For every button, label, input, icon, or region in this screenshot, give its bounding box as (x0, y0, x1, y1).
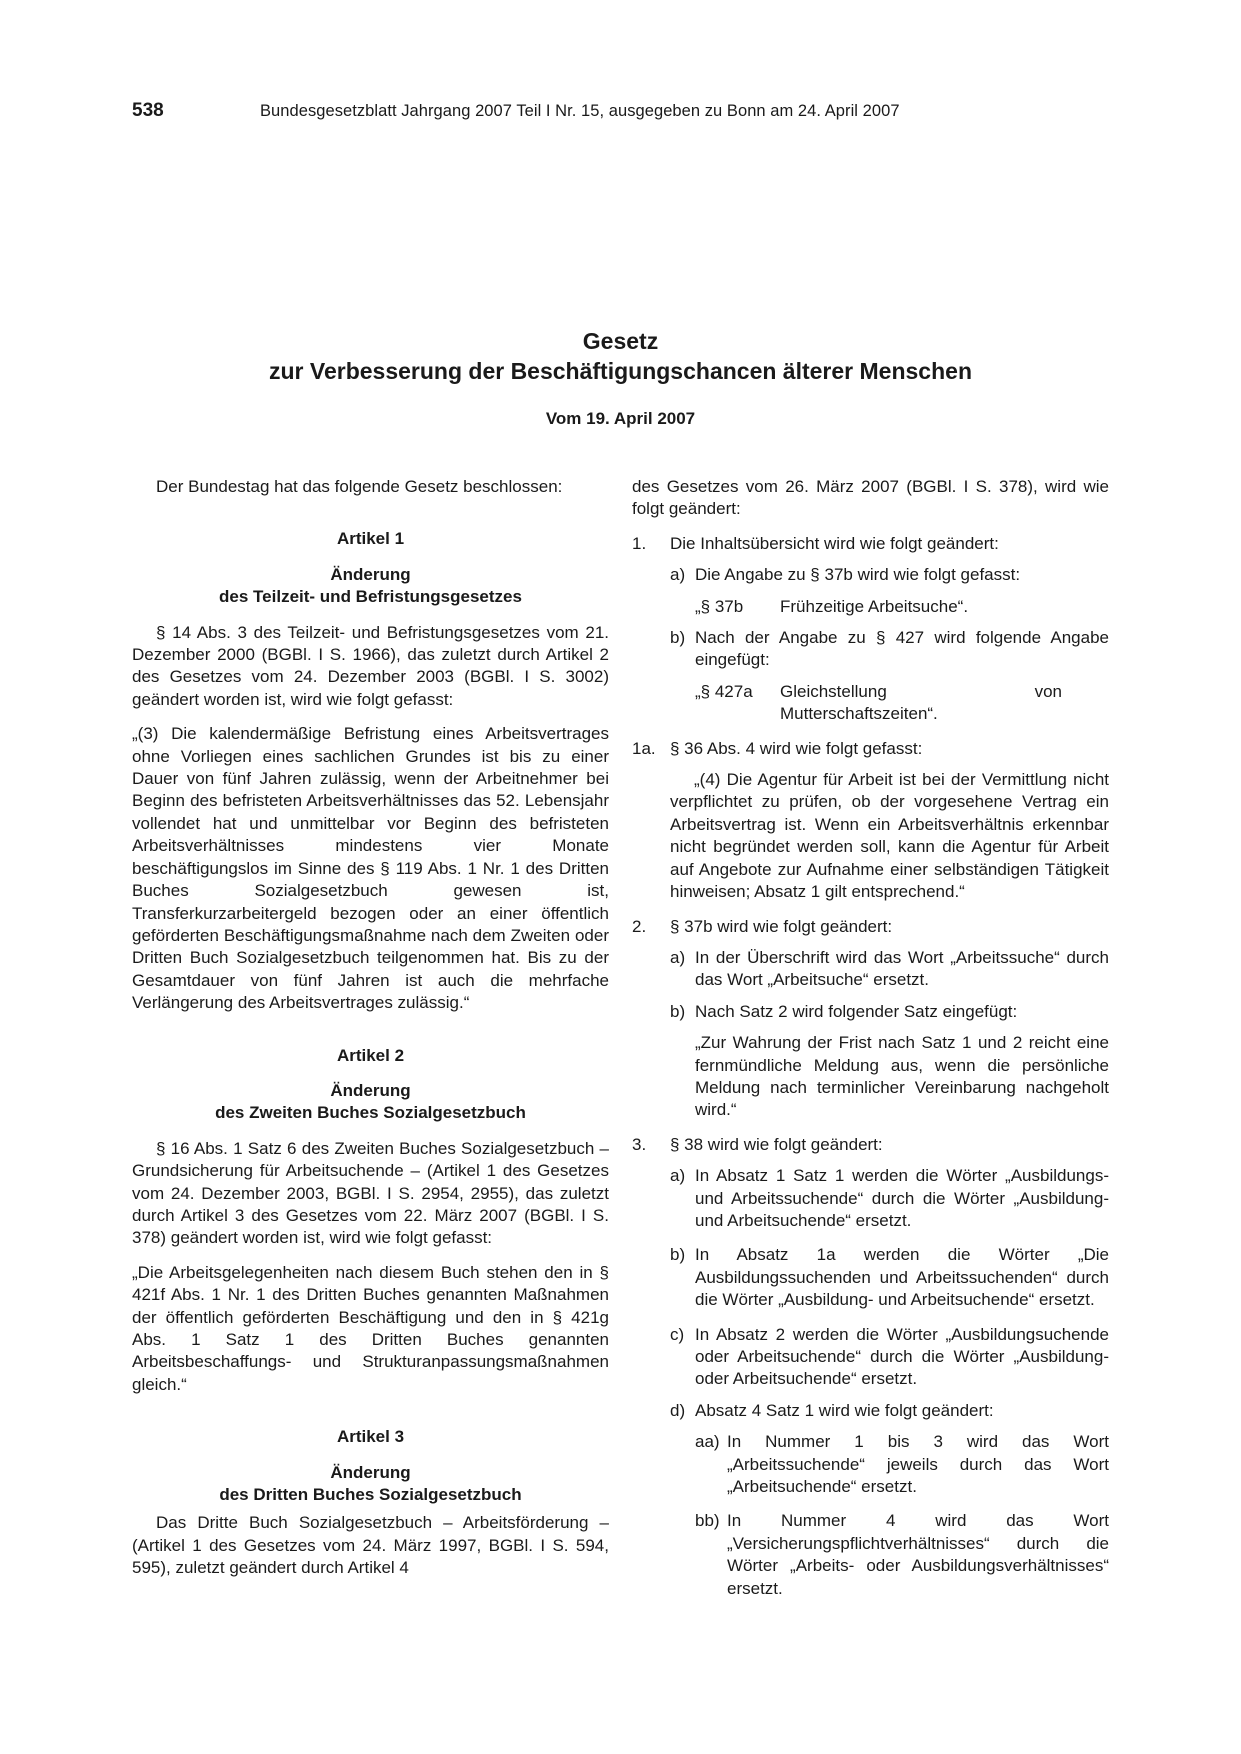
artikel3-continuation: des Gesetzes vom 26. März 2007 (BGBl. I S. 378), wird wie folgt geändert: (632, 477, 1109, 519)
artikel1-quote: „(3) Die kalendermäßige Befristung eines Arbeitsvertrages ohne Vorliegen eines sachlichen Grundes ist bis zu einer Dauer von fünf Jahren zulässig, wenn der Arbeitnehmer bei Beginn des befristeten Arbeitsverhältnisses das 52. Lebensjahr vollendet hat und unmittelbar vor Beginn des befristeten Arbeitsverhältnisses mindestens vier Monate beschäftigungslos im Sinne des § 119 Abs. 1 Nr. 1 des Dritten Buches Sozialgesetzbuch gewesen ist, Transferkurzarbeitergeld bezogen oder an einer öffentlich geförderten Beschäftigungsmaßnahme nach dem Zweiten oder Dritten Buch Sozialgesetzbuch teilgenommen hat. Bis zu der Gesamtdauer von fünf Jahren ist auch die mehrfache Verlängerung des Arbeitsvertrages zulässig.“ (132, 724, 609, 1013)
artikel1-number: Artikel 1 (336, 529, 405, 549)
item-1a-label: 1a. (632, 738, 656, 758)
item-1-b-quote (632, 681, 1109, 726)
item-3-b (632, 1244, 1109, 1311)
artikel1-heading1: Änderung (330, 564, 411, 584)
item-2-a-label: a) (670, 947, 686, 967)
item-1-a-text: Die Angabe zu § 37b wird wie folgt gefasst: (695, 565, 1021, 585)
item-3-d-label: d) (670, 1400, 686, 1420)
preamble: Der Bundestag hat das folgende Gesetz beschlossen: (156, 477, 563, 496)
item-1-a-quote-symbol: „§ 37b (695, 596, 744, 616)
item-3-c-text: In Absatz 2 werden die Wörter „Ausbildungsuchende oder Arbeitsuchende“ durch die Wörter „Ausbildung- oder Arbeitsuchende“ ersetzt. (695, 1324, 1109, 1389)
item-1-b-quote-text: Gleichstellung von Mutterschaftszeiten“. (780, 681, 1062, 724)
artikel1-heading2: des Teilzeit- und Befristungsgesetzes (219, 587, 522, 607)
artikel3-heading2: des Dritten Buches Sozialgesetzbuch (219, 1485, 522, 1505)
item-3-d-aa (632, 1431, 1109, 1498)
item-1a (632, 738, 1109, 760)
law-date: Vom 19. April 2007 (545, 409, 696, 428)
item-3-a-text: In Absatz 1 Satz 1 werden die Wörter „Ausbildungs- und Arbeitssuchende“ durch die Wörter „Ausbildung- und Arbeitsuchende“ ersetzt. (695, 1166, 1109, 1230)
running-title: Bundesgesetzblatt Jahrgang 2007 Teil I Nr. 15, ausgegeben zu Bonn am 24. April 2007 (260, 102, 900, 120)
item-1-label: 1. (632, 533, 647, 553)
running-header (132, 100, 1112, 126)
item-2-b-label: b) (670, 1001, 686, 1021)
item-3-bb-label: bb) (695, 1511, 720, 1531)
item-3 (632, 1134, 1109, 1156)
artikel2-text: § 16 Abs. 1 Satz 6 des Zweiten Buches Sozialgesetzbuch – Grundsicherung für Arbeitsuchende – (Artikel 1 des Gesetzes vom 24. Dezember 2003, BGBl. I S. 2954, 2955), das zuletzt durch Artikel 3 des Gesetzes vom 22. März 2007 (BGBl. I S. 378) geändert worden ist, wird wie folgt gefasst: (132, 1138, 609, 1248)
right-column (632, 476, 1109, 1600)
item-2-b-text: Nach Satz 2 wird folgender Satz eingefügt: (695, 1001, 1018, 1021)
item-3-bb-text: In Nummer 4 wird das Wort „Versicherungspflichtverhältnisses“ durch die Wörter „Arbeits- oder Ausbildungsverhältnisses“ ersetzt. (727, 1511, 1109, 1598)
artikel2-quote: „Die Arbeitsgelegenheiten nach diesem Buch stehen den in § 421f Abs. 1 Nr. 1 des Dritten Buches genannten Maßnahmen der öffentlich geförderten Beschäftigung und den in § 421g Abs. 1 Satz 1 des Dritten Buches genannten Arbeitsbeschaffungs- und Strukturanpassungsmaßnahmen gleich.“ (132, 1262, 609, 1394)
page-number: 538 (132, 100, 164, 121)
item-3-text: § 38 wird wie folgt geändert: (670, 1134, 883, 1154)
artikel1-text: § 14 Abs. 3 des Teilzeit- und Befristungsgesetzes vom 21. Dezember 2000 (BGBl. I S. 1966), das zuletzt durch Artikel 2 des Gesetzes vom 24. Dezember 2003 (BGBl. I S. 3002) geändert worden ist, wird wie folgt gefasst: (132, 622, 609, 709)
item-2-text: § 37b wird wie folgt geändert: (670, 916, 893, 936)
item-3-aa-label: aa) (695, 1432, 720, 1452)
item-3-c-label: c) (670, 1324, 685, 1344)
item-3-d-text: Absatz 4 Satz 1 wird wie folgt geändert: (695, 1400, 994, 1420)
item-1-a-quote (632, 596, 1109, 618)
item-2-label: 2. (632, 916, 647, 936)
item-1-a-quote-text: Frühzeitige Arbeitsuche“. (780, 596, 969, 616)
item-1-b-label: b) (670, 628, 686, 648)
law-title-line2: zur Verbesserung der Beschäftigungschancen älterer Menschen (268, 358, 972, 384)
artikel2-heading2: des Zweiten Buches Sozialgesetzbuch (215, 1103, 526, 1123)
item-1-text: Die Inhaltsübersicht wird wie folgt geändert: (670, 533, 999, 553)
law-title (0, 326, 1241, 386)
item-3-c (632, 1324, 1109, 1391)
item-1b-sub (632, 627, 1109, 672)
item-3-label: 3. (632, 1134, 647, 1154)
item-3-d (632, 1400, 1109, 1422)
law-title-line1: Gesetz (582, 328, 659, 354)
item-3-aa-text: In Nummer 1 bis 3 wird das Wort „Arbeitssuchende“ jeweils durch das Wort „Arbeitsuchende“ ersetzt. (727, 1432, 1109, 1497)
item-1 (632, 533, 1109, 555)
artikel3-text: Das Dritte Buch Sozialgesetzbuch – Arbeitsförderung – (Artikel 1 des Gesetzes vom 24. März 1997, BGBl. I S. 594, 595), zuletzt geändert durch Artikel 4 (132, 1513, 609, 1578)
item-1a-quote: „(4) Die Agentur für Arbeit ist bei der Vermittlung nicht verpflichtet zu prüfen, ob der vorgesehene Vertrag ein Arbeitsvertrag ist. Wenn ein Arbeitsverhältnis erkennbar nicht begründet werden soll, kann die Agentur für Arbeit auf Angebote zur Aufnahme einer selbständigen Tätigkeit hinweisen; Absatz 1 gilt entsprechend.“ (670, 770, 1109, 902)
item-1-b-quote-symbol: „§ 427a (695, 681, 753, 701)
artikel3-number: Artikel 3 (336, 1427, 405, 1447)
item-1a-text: § 36 Abs. 4 wird wie folgt gefasst: (670, 738, 923, 758)
item-3-a-label: a) (670, 1166, 686, 1186)
item-3-a (632, 1165, 1109, 1232)
artikel2-heading1: Änderung (330, 1080, 411, 1100)
item-2-a (632, 947, 1109, 992)
artikel2-number: Artikel 2 (336, 1045, 405, 1065)
item-3-d-bb (632, 1510, 1109, 1600)
item-2-b (632, 1001, 1109, 1023)
item-1-a-label: a) (670, 565, 686, 585)
left-column (132, 476, 609, 1580)
item-2-b-quote: „Zur Wahrung der Frist nach Satz 1 und 2 reicht eine fernmündliche Meldung aus, wenn die persönliche Meldung nach terminlicher Vereinbarung nachgeholt wird.“ (695, 1033, 1109, 1120)
item-1-b-text: Nach der Angabe zu § 427 wird folgende Angabe eingefügt: (695, 628, 1109, 670)
item-2 (632, 916, 1109, 938)
item-3-b-text: In Absatz 1a werden die Wörter „Die Ausbildungssuchenden und Arbeitssuchenden“ durch die Wörter „Ausbildung- und Arbeitsuchende“ ersetzt. (695, 1245, 1109, 1310)
artikel3-heading1: Änderung (330, 1462, 411, 1482)
item-3-b-label: b) (670, 1245, 686, 1265)
item-1a-sub (632, 564, 1109, 586)
item-2-a-text: In der Überschrift wird das Wort „Arbeitssuche“ durch das Wort „Arbeitsuche“ ersetzt. (695, 947, 1109, 990)
